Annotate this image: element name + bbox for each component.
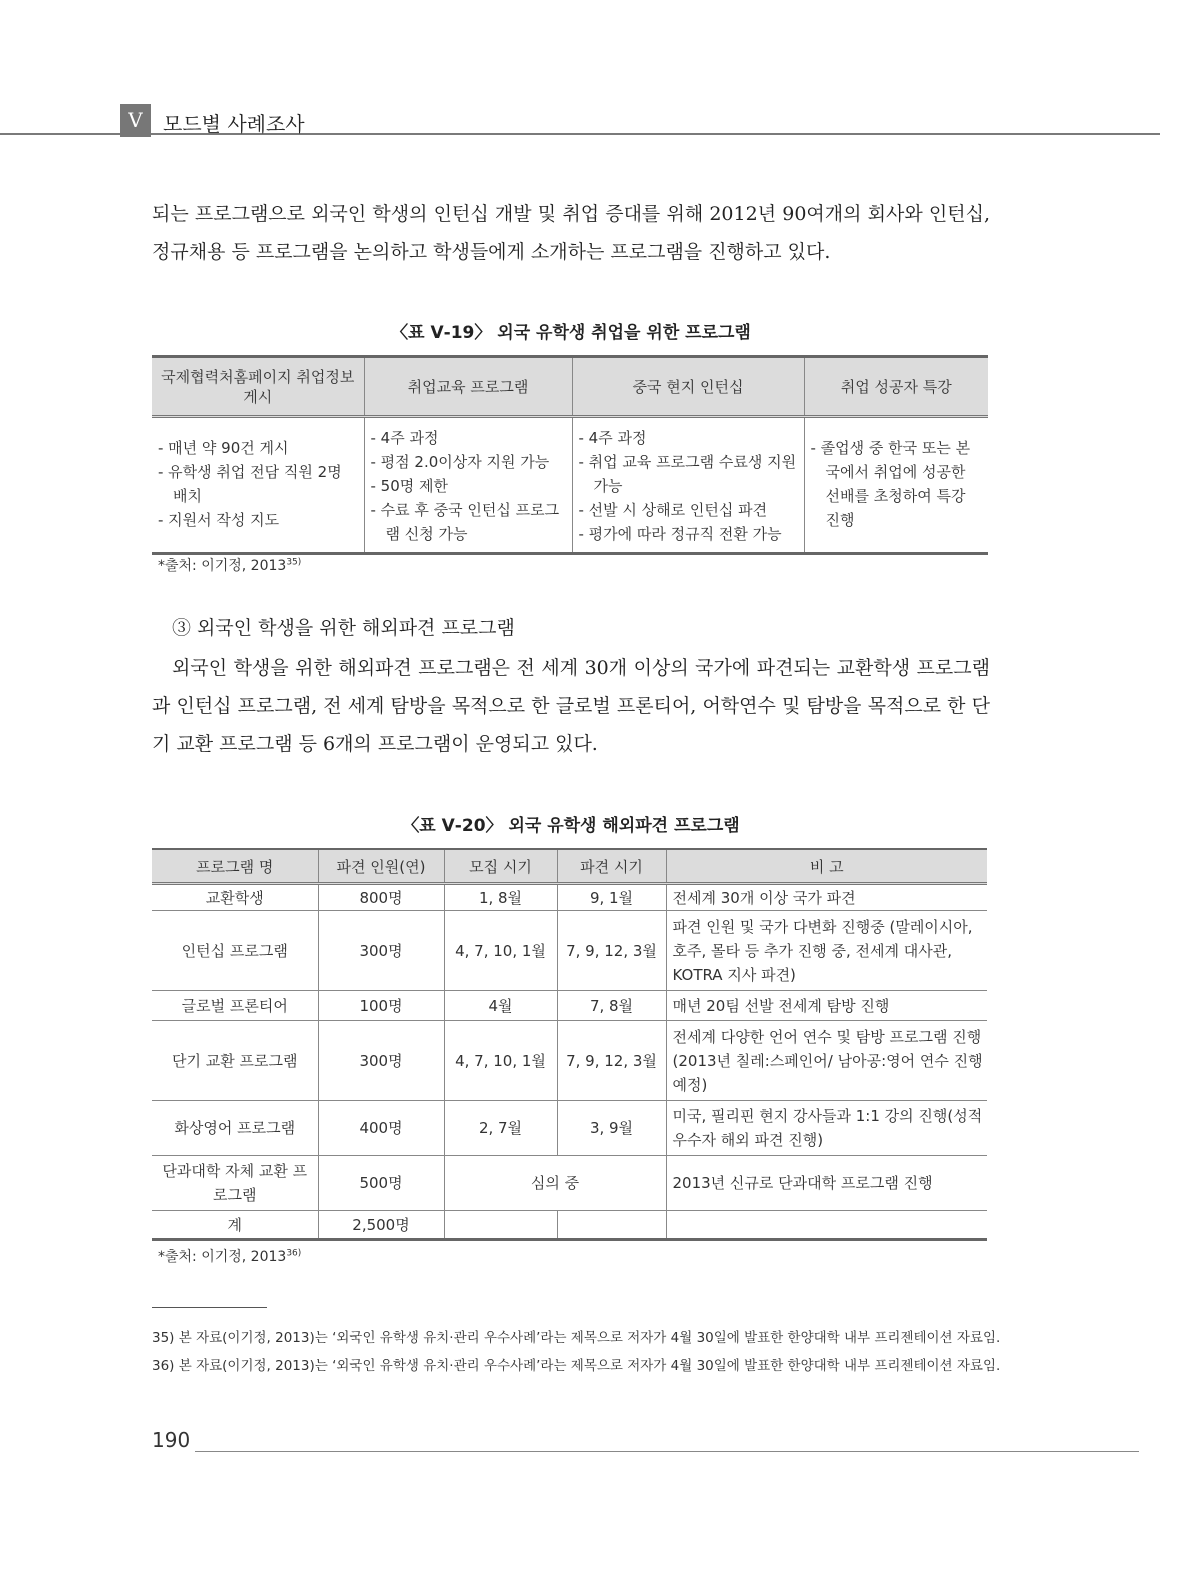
table1-header-cell: 취업 성공자 특강 bbox=[804, 357, 988, 417]
list-item: - 50명 제한 bbox=[370, 477, 449, 495]
footnote: 36) 본 자료(이기정, 2013)는 ‘외국인 유학생 유치·관리 우수사례’라는 제목으로 저자가 4월 30일에 발표한 한양대학 내부 프리젠테이션 자료임. bbox=[152, 1358, 1001, 1374]
remark: 매년 20팀 선발 전세계 탐방 진행 bbox=[666, 991, 987, 1021]
recruit-period: 4, 7, 10, 1월 bbox=[444, 911, 557, 991]
dispatch-count: 100명 bbox=[318, 991, 444, 1021]
table-row-total bbox=[152, 1211, 987, 1240]
list-item: - 선발 시 상해로 인턴십 파견 bbox=[578, 501, 768, 519]
table1-header-cell: 중국 현지 인턴십 bbox=[572, 357, 804, 417]
remark: 전세계 다양한 언어 연수 및 탐방 프로그램 진행(2013년 칠레:스페인어/ 남아공:영어 연수 진행 예정) bbox=[666, 1021, 987, 1101]
table-row bbox=[152, 1021, 987, 1101]
table1-cell bbox=[572, 417, 804, 554]
footnote: 35) 본 자료(이기정, 2013)는 ‘외국인 유학생 유치·관리 우수사례’라는 제목으로 저자가 4월 30일에 발표한 한양대학 내부 프리젠테이션 자료임. bbox=[152, 1330, 1001, 1346]
list-item: - 평점 2.0이상자 지원 가능 bbox=[370, 453, 550, 471]
list-item: - 지원서 작성 지도 bbox=[158, 511, 280, 529]
dispatch-program-table bbox=[152, 848, 987, 1241]
table2-source bbox=[158, 1246, 301, 1266]
list-item: - 유학생 취업 전담 직원 2명 배치 bbox=[158, 463, 342, 505]
recruit-period: 4월 bbox=[444, 991, 557, 1021]
table1-caption: 〈표 Ⅴ-19〉 외국 유학생 취업을 위한 프로그램 bbox=[391, 323, 751, 343]
table1-cell bbox=[364, 417, 572, 554]
chapter-badge: V bbox=[120, 104, 151, 137]
source-text: *출처: 이기정, 2013 bbox=[158, 1249, 287, 1265]
table2-header-cell: 프로그램 명 bbox=[152, 849, 318, 884]
program-name: 단과대학 자체 교환 프로그램 bbox=[152, 1156, 318, 1211]
dispatch-period: 7, 8월 bbox=[557, 991, 666, 1021]
list-item: - 평가에 따라 정규직 전환 가능 bbox=[578, 525, 782, 543]
dispatch-count: 300명 bbox=[318, 911, 444, 991]
list-item: - 취업 교육 프로그램 수료생 지원 가능 bbox=[578, 453, 797, 495]
source-text: *출처: 이기정, 2013 bbox=[158, 558, 287, 574]
list-item: - 졸업생 중 한국 또는 본국에서 취업에 성공한 선배를 초청하여 특강 진행 bbox=[810, 439, 971, 529]
table-row bbox=[152, 1156, 987, 1211]
table-row bbox=[152, 884, 987, 911]
dispatch-count: 400명 bbox=[318, 1101, 444, 1156]
table2-header-cell: 모집 시기 bbox=[444, 849, 557, 884]
footnote-rule bbox=[152, 1307, 267, 1308]
section-body: 외국인 학생을 위한 해외파견 프로그램은 전 세계 30개 이상의 국가에 파견되는 교환학생 프로그램과 인턴십 프로그램, 전 세계 탐방을 목적으로 한 글로벌 프론티어, 어학연수 및 탐방을 목적으로 한 단기 교환 프로그램 등 6개의 프로그램이 운영되고 있다. bbox=[152, 657, 990, 755]
empty-cell bbox=[444, 1211, 557, 1240]
program-name: 화상영어 프로그램 bbox=[152, 1101, 318, 1156]
table1-header-cell: 국제협력처홈페이지 취업정보 게시 bbox=[152, 357, 364, 417]
empty-cell bbox=[666, 1211, 987, 1240]
table-row bbox=[152, 911, 987, 991]
list-item: - 4주 과정 bbox=[370, 429, 439, 447]
employment-program-table bbox=[152, 355, 988, 555]
total-count: 2,500명 bbox=[318, 1211, 444, 1240]
dispatch-count: 500명 bbox=[318, 1156, 444, 1211]
program-name: 글로벌 프론티어 bbox=[152, 991, 318, 1021]
merged-period: 심의 중 bbox=[444, 1156, 666, 1211]
dispatch-period: 7, 9, 12, 3월 bbox=[557, 1021, 666, 1101]
footer-rule bbox=[195, 1451, 1139, 1452]
dispatch-count: 800명 bbox=[318, 884, 444, 911]
table2-header-cell: 파견 시기 bbox=[557, 849, 666, 884]
remark: 2013년 신규로 단과대학 프로그램 진행 bbox=[666, 1156, 987, 1211]
table-row bbox=[152, 991, 987, 1021]
chapter-title: 모드별 사례조사 bbox=[163, 112, 305, 136]
list-item: - 4주 과정 bbox=[578, 429, 647, 447]
recruit-period: 4, 7, 10, 1월 bbox=[444, 1021, 557, 1101]
footnote-ref: 35) bbox=[286, 557, 302, 568]
remark: 전세계 30개 이상 국가 파견 bbox=[666, 884, 987, 911]
empty-cell bbox=[557, 1211, 666, 1240]
table1-cell bbox=[152, 417, 364, 554]
dispatch-count: 300명 bbox=[318, 1021, 444, 1101]
total-label: 계 bbox=[152, 1211, 318, 1240]
program-name: 인턴십 프로그램 bbox=[152, 911, 318, 991]
remark: 미국, 필리핀 현지 강사들과 1:1 강의 진행(성적우수자 해외 파견 진행) bbox=[666, 1101, 987, 1156]
intro-paragraph: 되는 프로그램으로 외국인 학생의 인턴십 개발 및 취업 증대를 위해 2012년 90여개의 회사와 인턴십, 정규채용 등 프로그램을 논의하고 학생들에게 소개하는 프로그램을 진행하고 있다. bbox=[152, 203, 990, 263]
section-heading: ③ 외국인 학생을 위한 해외파견 프로그램 bbox=[172, 617, 515, 639]
list-item: - 매년 약 90건 게시 bbox=[158, 439, 289, 457]
page-number: 190 bbox=[152, 1428, 191, 1452]
list-item: - 수료 후 중국 인턴십 프로그램 신청 가능 bbox=[370, 501, 560, 543]
table-row bbox=[152, 1101, 987, 1156]
table2-caption: 〈표 Ⅴ-20〉 외국 유학생 해외파견 프로그램 bbox=[402, 816, 740, 836]
program-name: 단기 교환 프로그램 bbox=[152, 1021, 318, 1101]
table1-source bbox=[158, 555, 301, 575]
table2-header-cell: 파견 인원(연) bbox=[318, 849, 444, 884]
table2-header-cell: 비 고 bbox=[666, 849, 987, 884]
recruit-period: 1, 8월 bbox=[444, 884, 557, 911]
recruit-period: 2, 7월 bbox=[444, 1101, 557, 1156]
remark: 파견 인원 및 국가 다변화 진행중 (말레이시아, 호주, 몰타 등 추가 진행 중, 전세계 대사관, KOTRA 지사 파견) bbox=[666, 911, 987, 991]
program-name: 교환학생 bbox=[152, 884, 318, 911]
dispatch-period: 7, 9, 12, 3월 bbox=[557, 911, 666, 991]
dispatch-period: 9, 1월 bbox=[557, 884, 666, 911]
table1-header-cell: 취업교육 프로그램 bbox=[364, 357, 572, 417]
footnote-ref: 36) bbox=[286, 1248, 302, 1259]
dispatch-period: 3, 9월 bbox=[557, 1101, 666, 1156]
table1-cell bbox=[804, 417, 988, 554]
